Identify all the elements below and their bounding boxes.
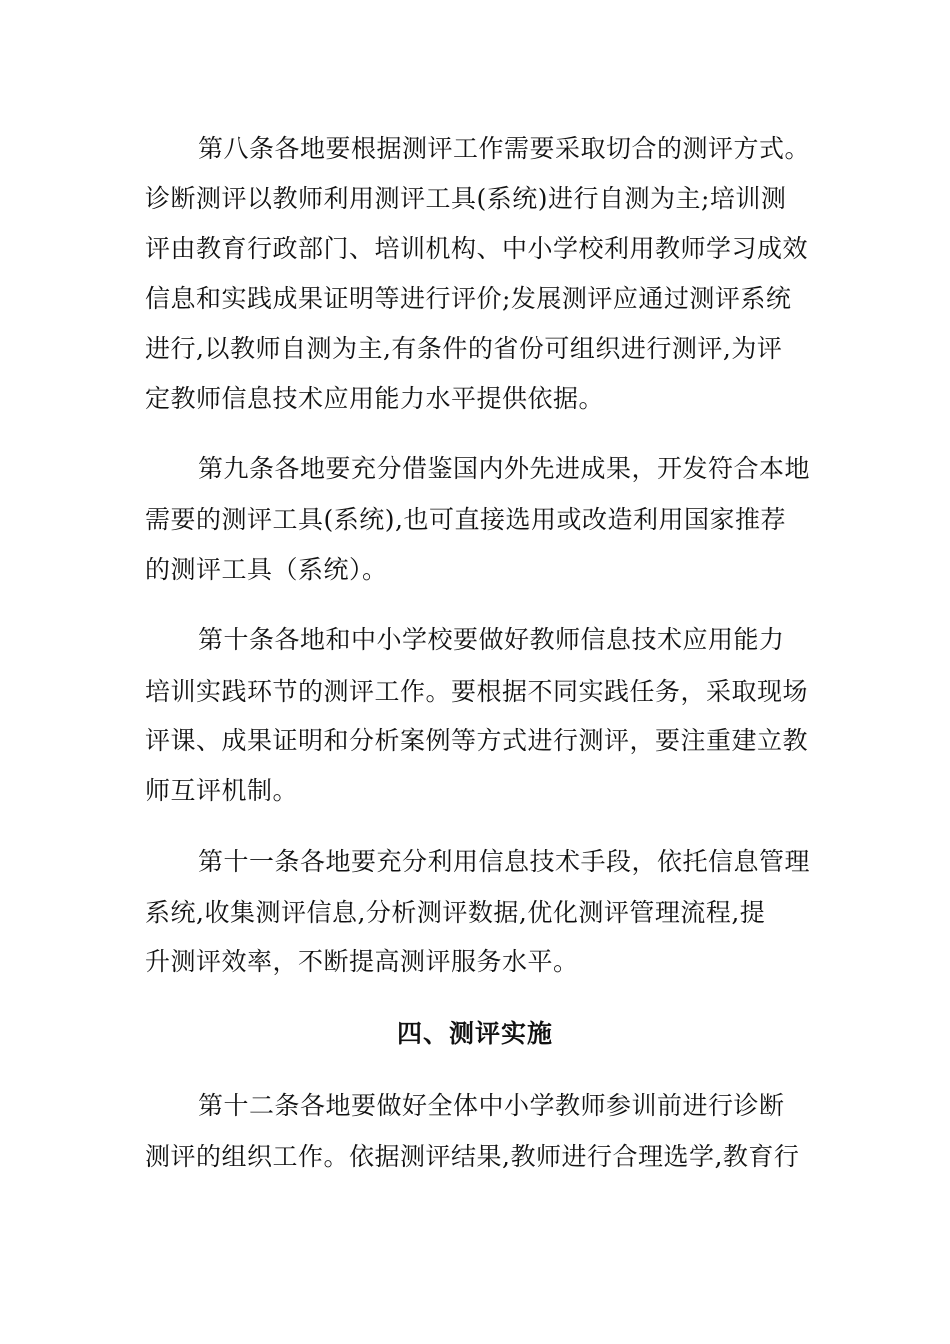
section-heading: 四、测评实施 [396,1019,553,1048]
text-line: 第十二条各地要做好全体中小学教师参训前进行诊断 [198,1091,785,1120]
text-line: 评由教育行政部门、培训机构、中小学校利用教师学习成效 [145,234,809,263]
text-line: 第十条各地和中小学校要做好教师信息技术应用能力 [198,625,785,654]
text-line: 定教师信息技术应用能力水平提供依据。 [145,384,605,413]
text-line: 需要的测评工具(系统),也可直接选用或改造利用国家推荐 [145,505,786,534]
text-line: 第八条各地要根据测评工作需要采取切合的测评方式。 [198,134,811,163]
text-line: 系统,收集测评信息,分析测评数据,优化测评管理流程,提 [145,898,766,927]
text-line: 的测评工具（系统）。 [145,555,388,584]
text-line: 培训实践环节的测评工作。要根据不同实践任务，采取现场 [145,677,809,706]
text-line: 评课、成果证明和分析案例等方式进行测评，要注重建立教 [145,726,809,755]
text-line: 测评的组织工作。依据测评结果,教师进行合理选学,教育行 [145,1142,800,1171]
text-line: 进行,以教师自测为主,有条件的省份可组织进行测评,为评 [145,334,783,363]
text-line: 信息和实践成果证明等进行评价;发展测评应通过测评系统 [145,284,792,313]
text-line: 升测评效率，不断提高测评服务水平。 [145,947,579,976]
text-line: 第九条各地要充分借鉴国内外先进成果，开发符合本地 [198,454,811,483]
text-line: 师互评机制。 [145,776,299,805]
text-line: 诊断测评以教师利用测评工具(系统)进行自测为主;培训测 [145,184,787,213]
text-line: 第十一条各地要充分利用信息技术手段，依托信息管理 [198,847,811,876]
